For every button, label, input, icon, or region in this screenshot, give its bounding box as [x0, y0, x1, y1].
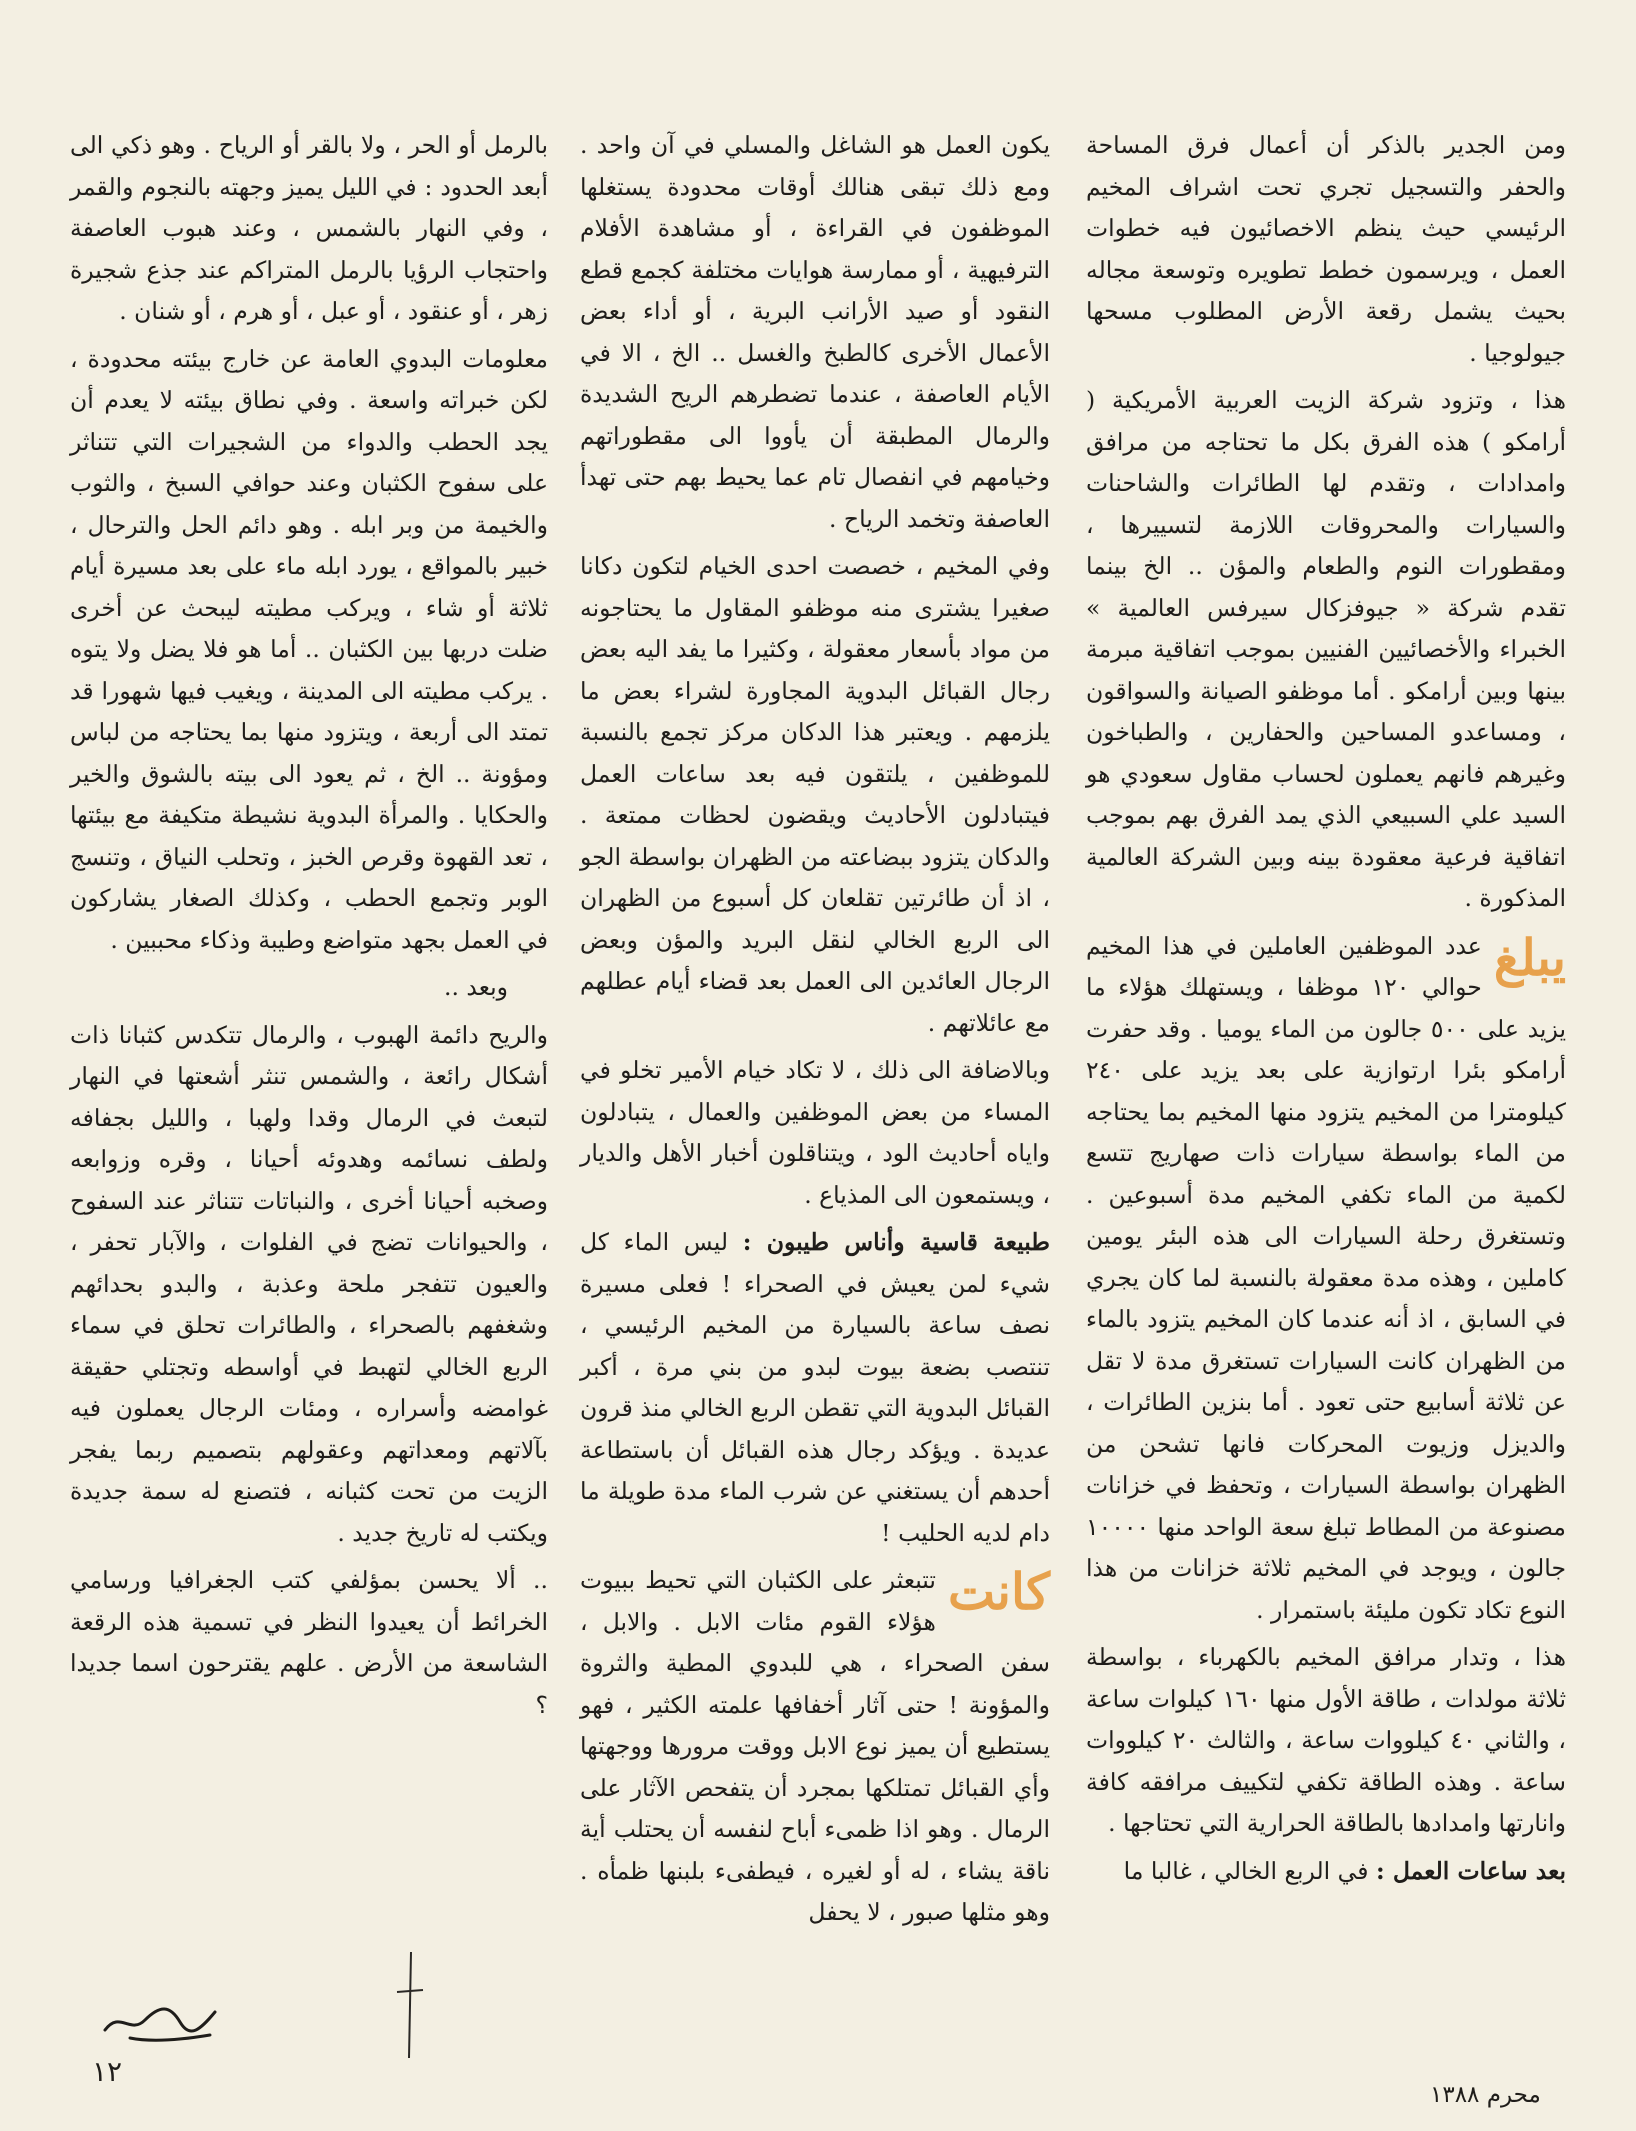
column-right: [1086, 125, 1566, 1898]
paragraph: ومن الجدير بالذكر أن أعمال فرق المساحة والحفر والتسجيل تجري تحت اشراف المخيم الرئيسي حيث ينظم الاخصائيون فيه خطوات العمل ، ويرسمون خطط تطويره وتوسعة مجاله بحيث يشمل رقعة الأرض المطلوب مسحها جيولوجيا .: [1086, 131, 1566, 367]
cross-mark-icon: [395, 1950, 425, 2060]
page-number: ١٢: [92, 2055, 123, 2088]
paragraph: بالرمل أو الحر ، ولا بالقر أو الرياح . وهو ذكي الى أبعد الحدود : في الليل يميز وجهته بالنجوم والقمر ، وفي النهار بالشمس ، وعند هبوب العاصفة واحتجاب الرؤيا بالرمل المتراكم عند جذع شجيرة زهر ، أو عنقود ، أو عبل ، أو هرم ، أو شنان .: [70, 131, 548, 325]
paragraph: معلومات البدوي العامة عن خارج بيئته محدودة ، لكن خبراته واسعة . وفي نطاق بيئته لا يعدم أن يجد الحطب والدواء من الشجيرات التي تتناثر على سفوح الكثبان وعند حوافي السبخ ، والثوب والخيمة من وبر ابله . وهو دائم الحل والترحال ، خبير بالمواقع ، يورد ابله ماء على بعد مسيرة أيام ثلاثة أو شاء ، ويركب مطيته ليبحث عن أخرى ضلت دربها بين الكثبان .. أما هو فلا يضل ولا يتوه . يركب مطيته الى المدينة ، ويغيب فيها شهورا قد تمتد الى أربعة ، ويتزود منها بما يحتاجه من لباس ومؤونة .. الخ ، ثم يعود الى بيته بالشوق والخير والحكايا . والمرأة البدوية نشيطة متكيفة مع بيئتها ، تعد القهوة وقرص الخبز ، وتحلب النياق ، وتنسج الوبر وتجمع الحطب ، وكذلك الصغار يشاركون في العمل بجهد متواضع وطيبة وذكاء محببين .: [70, 344, 548, 954]
paragraph: [1086, 926, 1566, 1632]
paragraph: وبعد ..: [444, 973, 508, 1001]
paragraph-text: تتبعثر على الكثبان التي تحيط ببيوت هؤلاء القوم مئات الابل . والابل ، سفن الصحراء ، هي للبدوي المطية والثروة والمؤونة ! حتى آثار أخفافها علمته الكثير ، فهو يستطيع أن يميز نوع الابل ووقت مرورها ووجهتها وأي القبائل تمتلكها بمجرد أن يتفحص الآثار على الرمال . وهو اذا ظمىء أباح لنفسه أن يحتلب أية ناقة يشاء ، له أو لغيره ، فيطفىء بلبنها ظمأه . وهو مثلها صبور ، لا يحفل: [580, 1566, 1050, 1926]
paragraph: .. ألا يحسن بمؤلفي كتب الجغرافيا ورسامي الخرائط أن يعيدوا النظر في تسمية هذه الرقعة الشاسعة من الأرض . علهم يقترحون اسما جديدا ؟: [70, 1566, 548, 1719]
column-left: [70, 125, 548, 1732]
paragraph: هذا ، وتزود شركة الزيت العربية الأمريكية ( أرامكو ) هذه الفرق بكل ما تحتاجه من مرافق وامدادات ، وتقدم لها الطائرات والشاحنات والسيارات والمحروقات اللازمة لتسييرها ، ومقطورات النوم والطعام والمؤن .. الخ بينما تقدم شركة « جيوفزكال سيرفس العالمية » الخبراء والأخصائيين الفنيين بموجب اتفاقية مبرمة بينها وبين أرامكو . أما موظفو الصيانة والسواقون ، ومساعدو المساحين والحفارين ، والطباخون وغيرهم فانهم يعملون لحساب مقاول سعودي هو السيد علي السبيعي الذي يمد الفرق بهم بموجب اتفاقية فرعية معقودة بينه وبين الشركة العالمية المذكورة .: [1086, 386, 1566, 912]
paragraph: هذا ، وتدار مرافق المخيم بالكهرباء ، بواسطة ثلاثة مولدات ، طاقة الأول منها ١٦٠ كيلوات ساعة ، والثاني ٤٠ كيلووات ساعة ، والثالث ٢٠ كيلووات ساعة . وهذه الطاقة تكفي لتكييف مرافقه كافة وانارتها وامدادها بالطاقة الحرارية التي تحتاجها .: [1086, 1643, 1566, 1837]
paragraph-text: ليس الماء كل شيء لمن يعيش في الصحراء ! فعلى مسيرة نصف ساعة بالسيارة من المخيم الرئيسي ، تنتصب بضعة بيوت لبدو من بني مرة ، أكبر القبائل البدوية التي تقطن الربع الخالي منذ قرون عديدة . ويؤكد رجال هذه القبائل أن باستطاعة أحدهم أن يستغني عن شرب الماء مدة طويلة ما دام لديه الحليب !: [580, 1228, 1050, 1547]
paragraph-text: في الربع الخالي ، غالبا ما: [1123, 1856, 1369, 1885]
paragraph: [580, 1560, 1050, 1934]
issue-date: محرم ١٣٨٨: [1430, 2082, 1541, 2108]
paragraph: والريح دائمة الهبوب ، والرمال تتكدس كثبانا ذات أشكال رائعة ، والشمس تنثر أشعتها في النهار لتبعث في الرمال وقدا ولهبا ، والليل بجفافه ولطف نسائمه وهدوئه أحيانا ، وقره وزوابعه وصخبه أحيانا أخرى ، والنباتات تتناثر عند السفوح ، والحيوانات تضج في الفلوات ، والآبار تحفر ، والعيون تتفجر ملحة وعذبة ، والبدو بحدائهم وشغفهم بالصحراء ، والطائرات تحلق في سماء الربع الخالي لتهبط في أواسطه وتجتلي حقيقة غوامضه وأسراره ، ومئات الرجال يعملون فيه بآلاتهم ومعداتهم وعقولهم بتصميم ربما يفجر الزيت من تحت كثبانه ، فتصنع له سمة جديدة ويكتب له تاريخ جديد .: [70, 1020, 548, 1547]
drop-word: كانت: [947, 1562, 1050, 1621]
paragraph-text: عدد الموظفين العاملين في هذا المخيم حوالي ١٢٠ موظفا ، ويستهلك هؤلاء ما يزيد على ٥٠٠ جالون من الماء يوميا . وقد حفرت أرامكو بئرا ارتوازية على بعد يزيد على ٢٤٠ كيلومترا من المخيم يتزود منها المخيم بما يحتاجه من الماء بواسطة سيارات ذات صهاريج تتسع لكمية من الماء تكفي المخيم مدة أسبوعين . وتستغرق رحلة السيارات الى هذه البئر يومين كاملين ، وهذه مدة معقولة بالنسبة لما كان يجري في السابق ، اذ أنه عندما كان المخيم يتزود بالماء من الظهران كانت السيارات تستغرق مدة لا تقل عن ثلاثة أسابيع حتى تعود . أما بنزين الطائرات ، والديزل وزيوت المحركات فانها تشحن من الظهران بواسطة السيارات ، وتحفظ في خزانات مصنوعة من المطاط تبلغ سعة الواحد منها ١٠٠٠٠ جالون ، ويوجد في المخيم ثلاثة خزانات من هذا النوع تكاد تكون مليئة باستمرار .: [1086, 931, 1566, 1624]
paragraph: يكون العمل هو الشاغل والمسلي في آن واحد . ومع ذلك تبقى هنالك أوقات محدودة يستغلها الموظفون في القراءة ، أو مشاهدة الأفلام الترفيهية ، أو ممارسة هوايات مختلفة كجمع قطع النقود أو صيد الأرانب البرية ، أو أداء بعض الأعمال الأخرى كالطبخ والغسل .. الخ ، الا في الأيام العاصفة ، عندما تضطرهم الريح الشديدة والرمال المطبقة أن يأووا الى مقطوراتهم وخيامهم في انفصال تام عما يحيط بهم حتى تهدأ العاصفة وتخمد الرياح .: [580, 131, 1050, 533]
section-heading: بعد ساعات العمل :: [1376, 1856, 1566, 1885]
drop-word: يبلغ: [1493, 927, 1566, 987]
paragraph: وفي المخيم ، خصصت احدى الخيام لتكون دكانا صغيرا يشترى منه موظفو المقاول ما يحتاجونه من مواد بأسعار معقولة ، وكثيرا ما يفد اليه بعض رجال القبائل البدوية المجاورة لشراء بعض ما يلزمهم . ويعتبر هذا الدكان مركز تجمع بالنسبة للموظفين ، يلتقون فيه بعد ساعات العمل فيتبادلون الأحاديث ويقضون لحظات ممتعة . والدكان يتزود ببضاعته من الظهران بواسطة الجو ، اذ أن طائرتين تقلعان كل أسبوع من الظهران الى الربع الخالي لنقل البريد والمؤن وبعض الرجال العائدين الى العمل بعد قضاء أيام عطلهم مع عائلاتهم .: [580, 552, 1050, 1037]
section-heading: طبيعة قاسية وأناس طيبون :: [742, 1228, 1051, 1256]
signature-icon: [100, 1990, 220, 2050]
column-middle: [580, 125, 1050, 1940]
paragraph: [580, 1222, 1050, 1554]
paragraph: وبالاضافة الى ذلك ، لا تكاد خيام الأمير تخلو في المساء من بعض الموظفين والعمال ، يتبادلون واياه أحاديث الود ، ويتناقلون أخبار الأهل والديار ، ويستمعون الى المذياع .: [580, 1056, 1050, 1209]
paragraph: [1086, 1851, 1566, 1893]
